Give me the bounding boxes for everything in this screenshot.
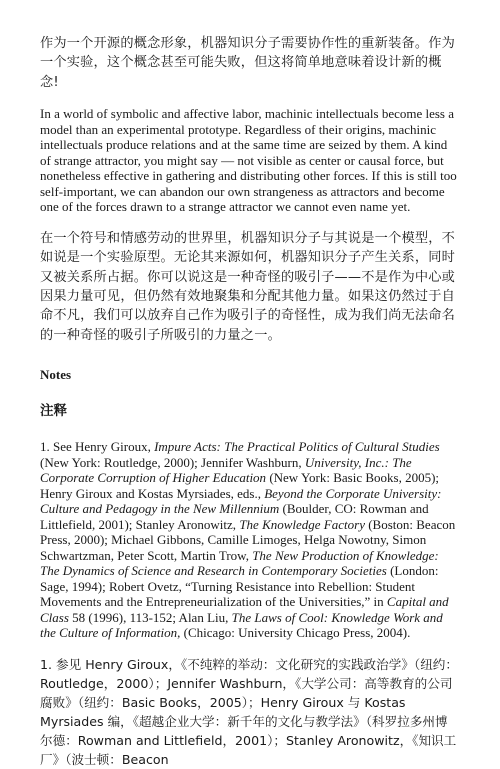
- footnote-1-en-text: 1. See Henry Giroux,: [40, 439, 155, 455]
- footnote-1-en-title: The Laws of Cool: Knowledge Work and the Culture of Information: [40, 609, 443, 641]
- paragraph-zh-2: 在一个符号和情感劳动的世界里，机器知识分子与其说是一个模型，不如说是一个实验原型。无论其来源如何，机器知识分子产生关系，同时又被关系所占据。你可以说这是一种奇怪的吸引子——不是作为中心或因果力量可见，但仍然有效地聚集和分配其他力量。如果这仍然过于自命不凡，我们可以放弃自己作为吸引子的奇怪性，成为我们尚无法命名的一种奇怪的吸引子所吸引的力量之一。: [40, 230, 456, 343]
- footnote-1-en-text: (New York: Basic Books, 2005); Henry Giroux and Kostas Myrsiades, eds.,: [40, 470, 440, 501]
- paragraph-en-1: In a world of symbolic and affective labor, machinic intellectuals become less a model than an experimental prototype. Regardless of their origins, machinic intellectuals produce relations and at the same time are seized by them. A kind of strange attractor, you might say — not visible as center or causal force, but nonetheless effective in gathering and distributing other forces. If this is still too self-important, we can abandon our own strangeness as attractors and become one of the forces drawn to a strange attractor we cannot even name yet.: [40, 106, 457, 215]
- notes-heading-zh: 注释: [40, 403, 67, 420]
- footnote-1-en-text: (London: Sage, 1994); Robert Ovetz, “Turning Resistance into Rebellion: Student Movements and the Entrepreneurialization of the Universities,” in: [40, 563, 439, 610]
- footnote-1-en-text: 58 (1996), 113-152; Alan Liu,: [68, 609, 232, 625]
- footnote-1-en-title: University, Inc.: The Corporate Corruption of Higher Education: [40, 454, 412, 486]
- footnote-1-en-title: Impure Acts: The Practical Politics of Cultural Studies: [154, 439, 440, 455]
- footnote-1-en-title: The Knowledge Factory: [239, 516, 365, 532]
- footnote-1-en-title: Capital and Class: [40, 594, 449, 625]
- footnote-1-en: [40, 439, 460, 641]
- footnote-1-en-title: The New Production of Knowledge: The Dynamics of Science and Research in Contemporary Societies: [40, 547, 439, 579]
- footnote-1-en-title: Beyond the Corporate University: Culture and Pedagogy in the New Millennium: [40, 485, 442, 517]
- footnote-1-en-text: (New York: Routledge, 2000); Jennifer Washburn,: [40, 454, 305, 470]
- footnote-1-en-text: (Boston: Beacon Press, 2000); Michael Gibbons, Camille Limoges, Helga Nowotny, Simon Schwartzman, Peter Scott, Martin Trow,: [40, 516, 456, 563]
- paragraph-zh-1: 作为一个开源的概念形象，机器知识分子需要协作性的重新装备。作为一个实验，这个概念甚至可能失败，但这将简单地意味着设计新的概念!: [40, 36, 456, 90]
- footnote-1-en-text: (Boulder, CO: Rowman and Littlefield, 2001); Stanley Aronowitz,: [40, 501, 429, 532]
- notes-heading-en: Notes: [40, 367, 72, 383]
- footnote-1-zh: [40, 655, 460, 769]
- footnote-1-en-text: , (Chicago: University Chicago Press, 2004).: [177, 625, 411, 641]
- footnote-1-zh-text: 1. 参见 Henry Giroux，《不纯粹的举动：文化研究的实践政治学》（纽约：Routledge，2000）；Jennifer Washburn，《大学公司：高等教育的公司腐败》（纽约：Basic Books，2005）；Henry Giroux 与 Kostas Myrsiades 编，《超越企业大学：新千年的文化与教学法》（科罗拉多州博尔德：Rowman and Littlefield，2001）；Stanley Aronowitz，《知识工厂》（波士顿：Beacon: [40, 656, 458, 767]
